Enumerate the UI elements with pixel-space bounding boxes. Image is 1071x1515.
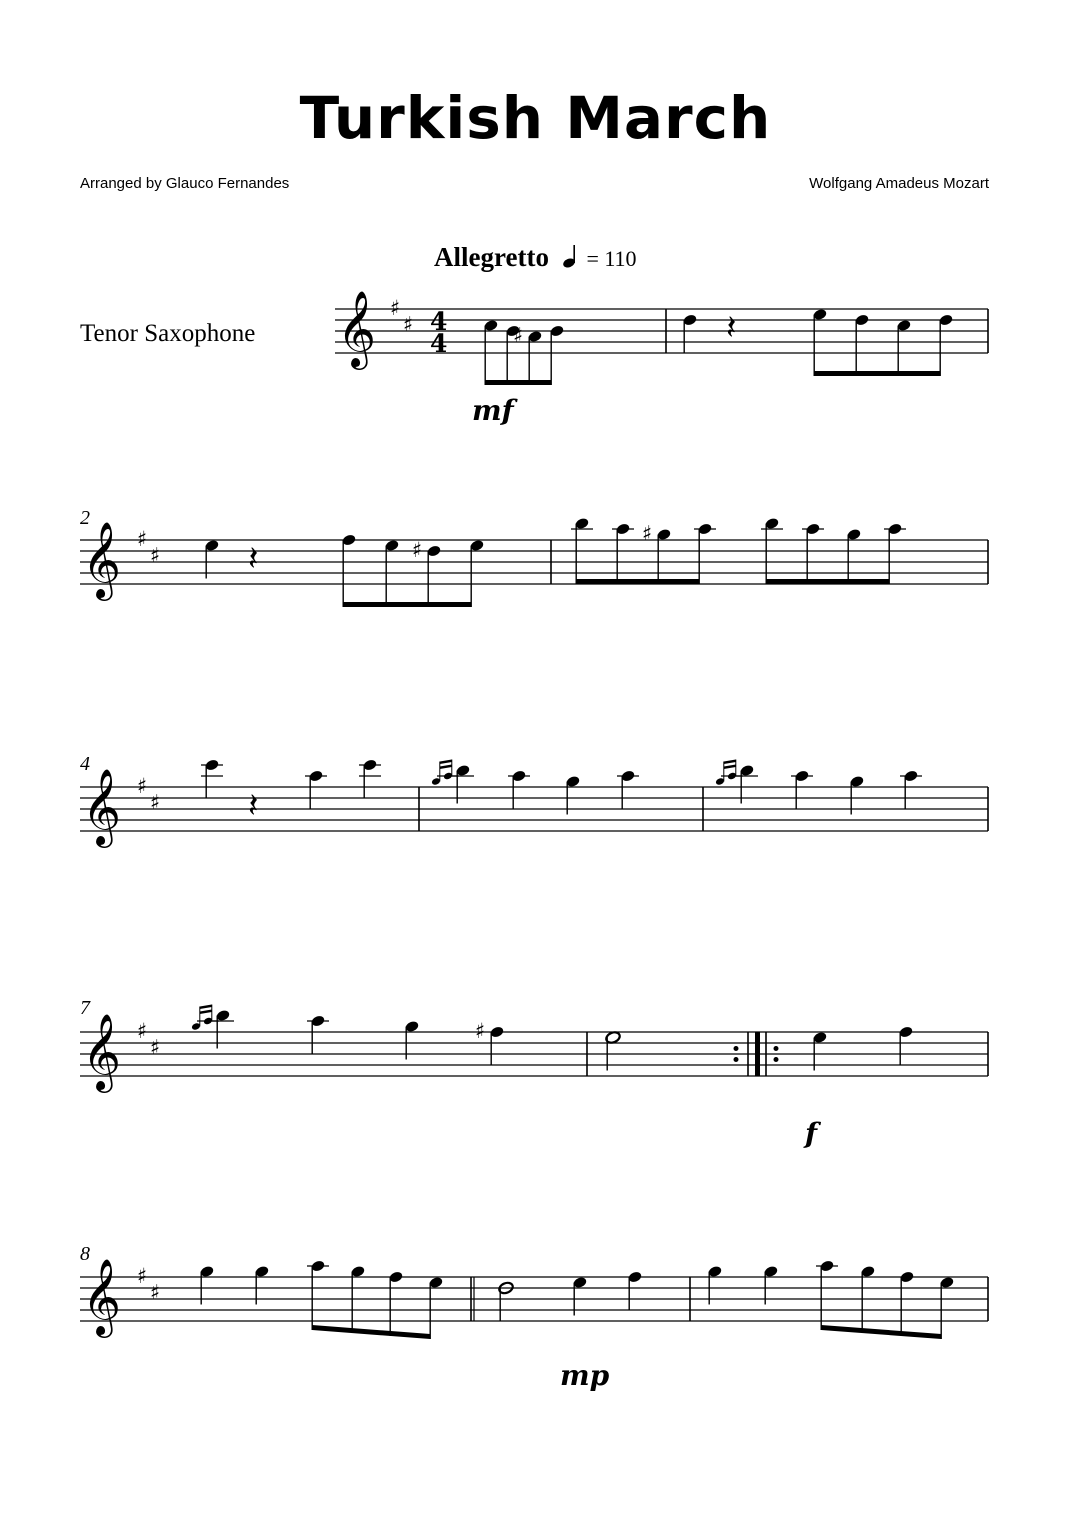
note-beam (485, 380, 551, 385)
treble-clef: 𝄞 (82, 521, 122, 598)
composer-credit: Wolfgang Amadeus Mozart (809, 175, 989, 192)
measure-number: 7 (80, 997, 90, 1019)
tempo-text: Allegretto (434, 242, 549, 272)
quarter-rest: 𝄽 (726, 308, 737, 348)
piece-title: Turkish March (299, 84, 772, 152)
time-signature-numerator: 4 (430, 307, 448, 336)
note-beam (814, 371, 940, 376)
key-signature-sharp: ♯ (150, 543, 161, 568)
key-signature-sharp: ♯ (150, 1035, 161, 1060)
grace-beam (440, 765, 452, 770)
key-signature-sharp: ♯ (150, 1280, 161, 1305)
dynamic-marking: mp (560, 1359, 610, 1392)
note-beam (343, 602, 471, 607)
grace-beam (200, 1010, 212, 1015)
key-signature-sharp: ♯ (137, 1019, 148, 1043)
quarter-rest: 𝄽 (248, 786, 259, 826)
grace-beam (724, 760, 736, 765)
note-beam (576, 579, 699, 584)
grace-beam (724, 765, 736, 770)
key-signature-sharp: ♯ (137, 527, 148, 551)
sharp-accidental: ♯ (475, 1019, 486, 1043)
sharp-accidental: ♯ (412, 538, 423, 562)
repeat-dot (774, 1046, 779, 1051)
key-signature-sharp: ♯ (403, 312, 414, 337)
key-signature-sharp: ♯ (137, 1264, 148, 1288)
note-beam (766, 579, 889, 584)
thick-barline (755, 1032, 760, 1076)
treble-clef: 𝄞 (337, 290, 377, 367)
note-beam (821, 1325, 941, 1339)
grace-beam (440, 760, 452, 765)
time-signature-denominator: 4 (430, 329, 448, 358)
treble-clef: 𝄞 (82, 768, 122, 845)
dynamic-marking: mf (472, 394, 514, 427)
dynamic-marking: f (805, 1117, 818, 1150)
sharp-accidental: ♯ (642, 521, 653, 546)
measure-number: 4 (80, 753, 90, 775)
treble-clef: 𝄞 (82, 1258, 122, 1335)
note-beam (312, 1325, 430, 1339)
measure-number: 2 (80, 507, 90, 529)
quarter-rest: 𝄽 (248, 539, 259, 579)
arranger-credit: Arranged by Glauco Fernandes (80, 175, 290, 192)
tempo-value: = 110 (586, 246, 637, 271)
key-signature-sharp: ♯ (390, 296, 401, 320)
repeat-dot (734, 1057, 739, 1062)
sharp-accidental: ♯ (513, 323, 524, 348)
repeat-dot (774, 1057, 779, 1062)
key-signature-sharp: ♯ (150, 790, 161, 815)
measure-number: 8 (80, 1243, 90, 1265)
grace-beam (200, 1005, 212, 1010)
repeat-dot (734, 1046, 739, 1051)
treble-clef: 𝄞 (82, 1013, 122, 1090)
key-signature-sharp: ♯ (137, 774, 148, 798)
instrument-name: Tenor Saxophone (80, 320, 256, 347)
